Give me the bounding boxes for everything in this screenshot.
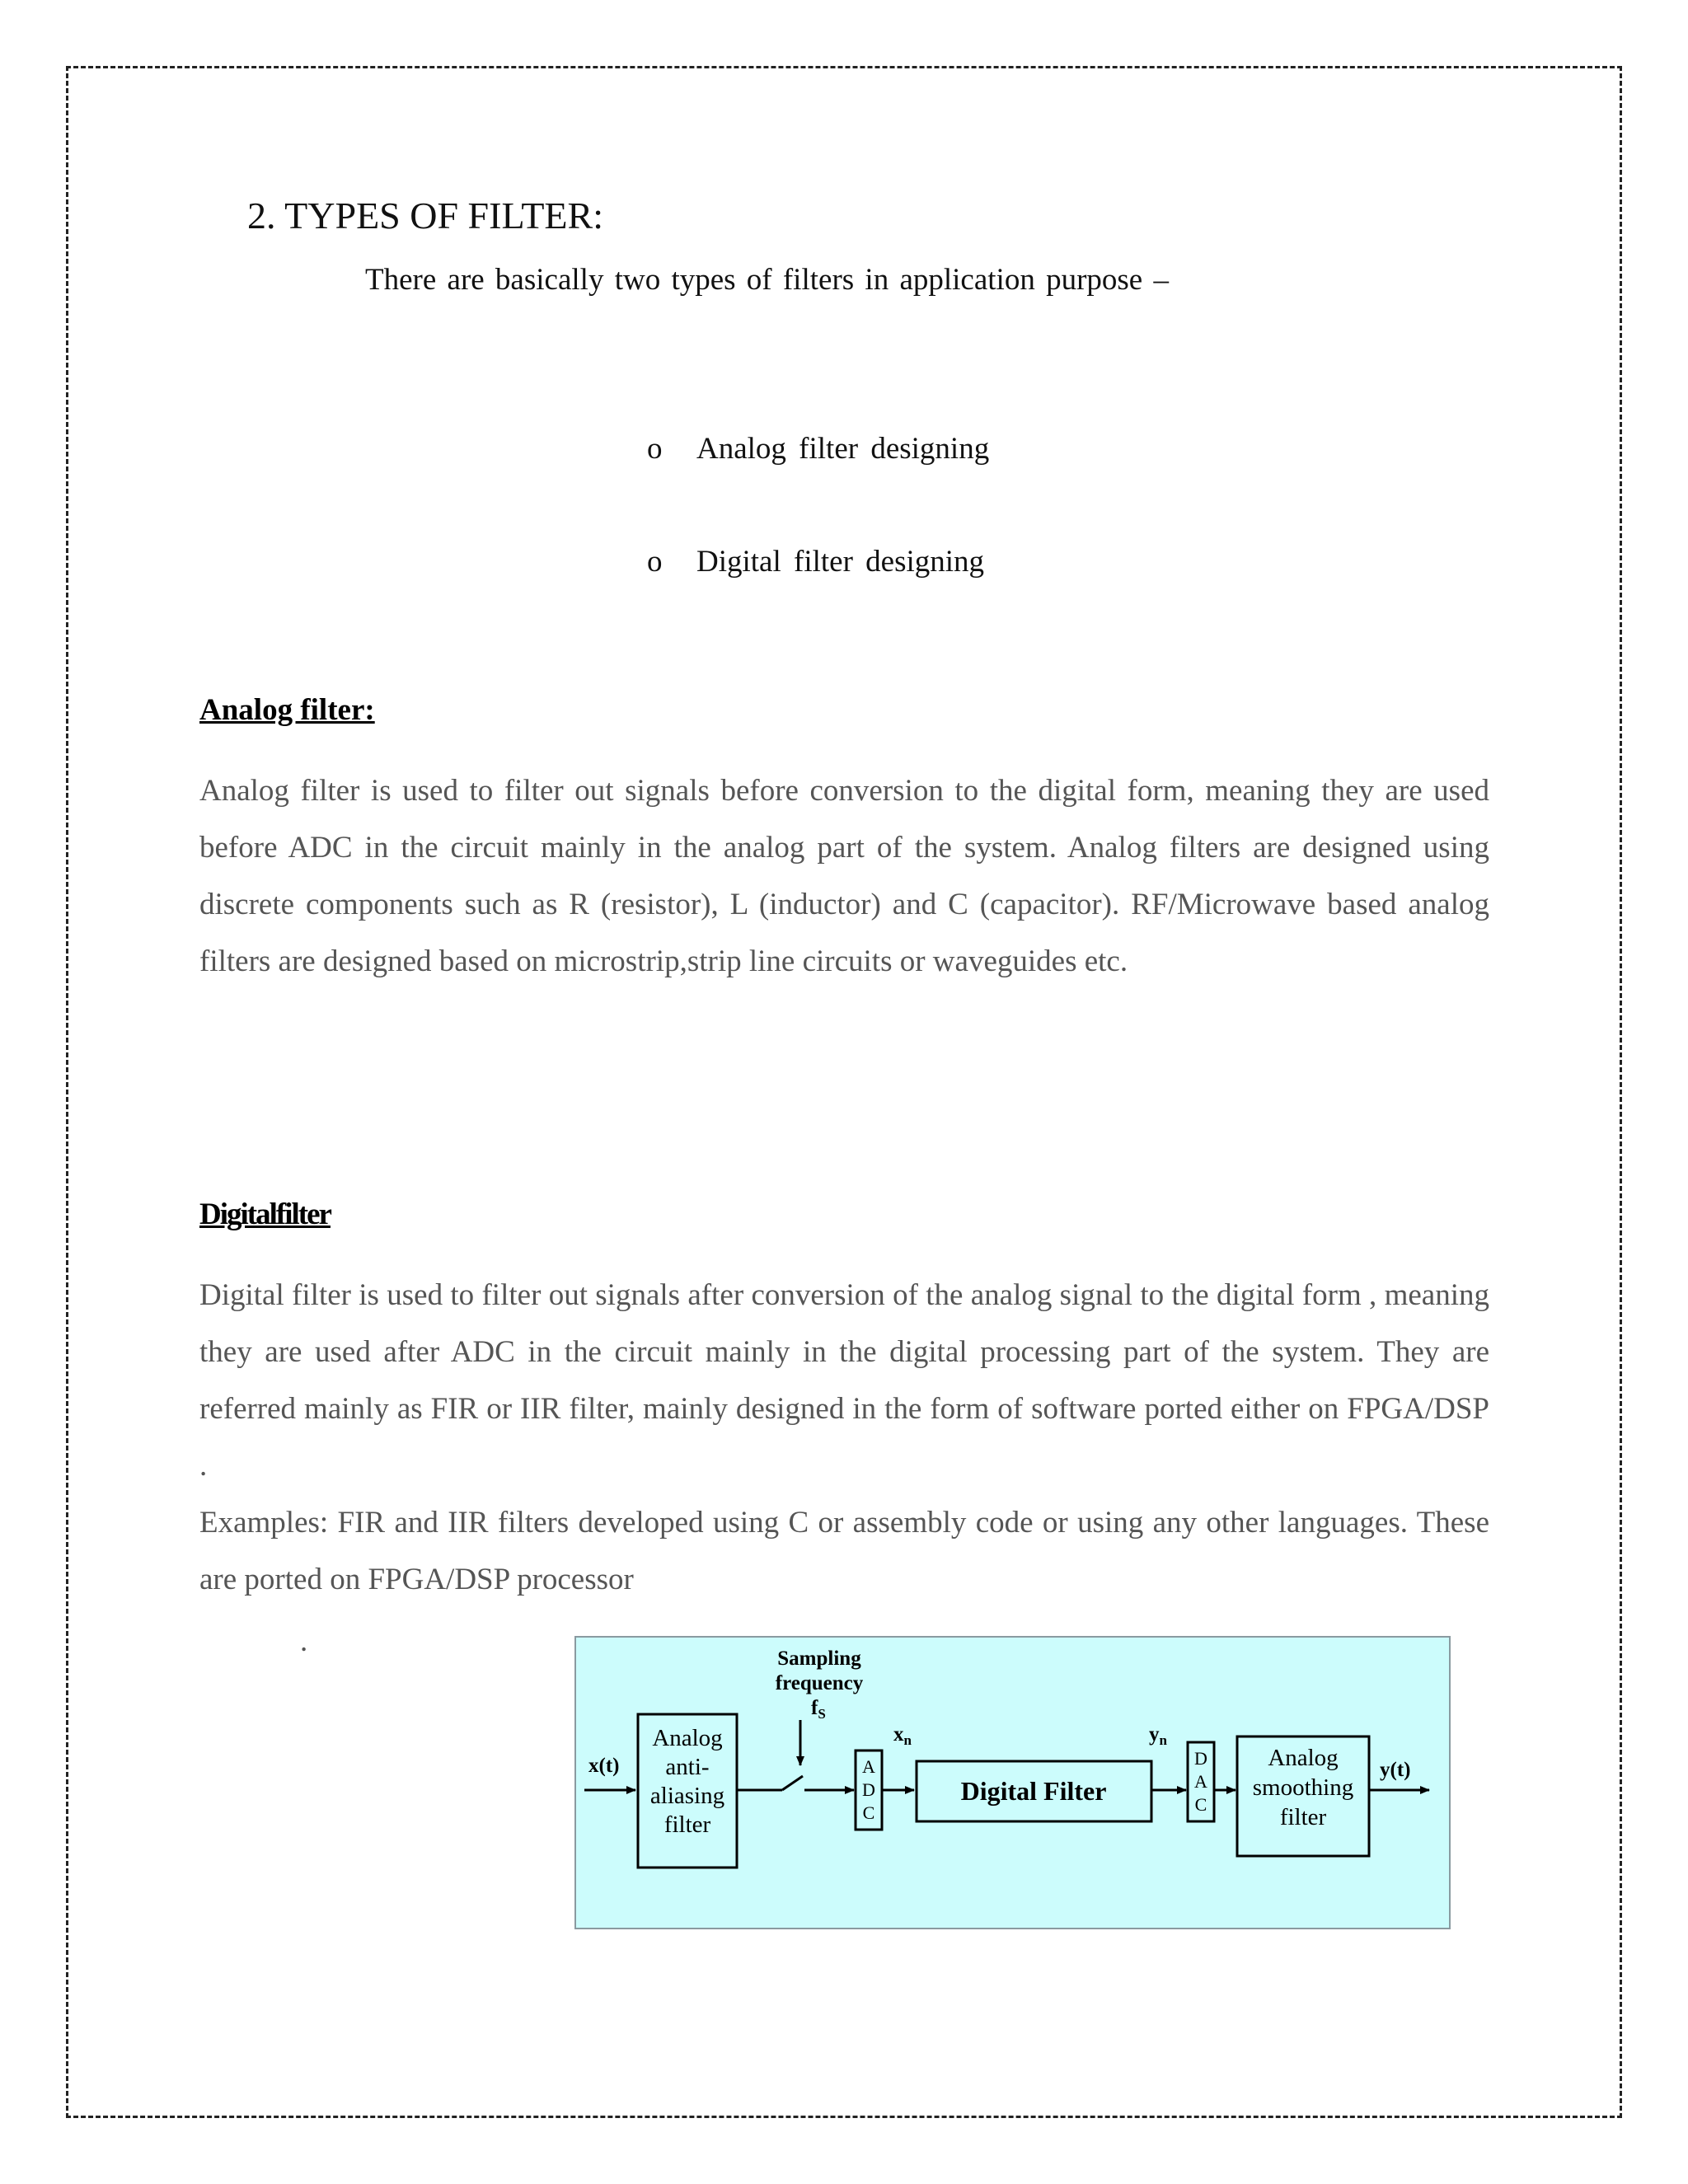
adc-letter-a: A [862,1756,875,1777]
digital-paragraph-text: Digital filter is used to filter out signals after conversion of the analog signal to the digital form , meaning they are used after ADC in the circuit mainly in the digital processing part of the system. They are referred mainly as FIR or IIR filter, mainly designed in the form of software ported either on FPGA/DSP . [199,1278,1489,1483]
section-heading: 2. TYPES OF FILTER: [247,194,603,237]
digital-filter-title: Digitalfilter [199,1197,331,1231]
analog-filter-title: Analog filter: [199,693,375,727]
option-label: Analog filter designing [696,432,990,466]
trailing-dot: . [300,1624,308,1658]
fs-label: $f_S$ [811,1697,826,1722]
diagram-svg [576,1638,1452,1931]
aa-filter-line4: filter [663,1811,711,1838]
dac-letter-d: D [1194,1748,1207,1769]
xn-label: $x_n$ [893,1723,912,1748]
sampling-label-line2: frequency [775,1672,864,1694]
option-digital [647,544,984,579]
digital-filter-label: Digital Filter [960,1776,1107,1806]
sampling-switch [782,1776,803,1790]
yn-label: $y_n$ [1149,1723,1167,1748]
intro-text: There are basically two types of filters in application purpose – [365,263,1169,297]
output-label: y(t) [1380,1759,1411,1781]
option-analog [647,431,989,466]
aa-filter-line1: Analog [652,1725,723,1751]
bullet-icon: o [647,545,663,579]
dac-letter-c: C [1194,1794,1207,1815]
bullet-icon: o [647,432,663,466]
examples-paragraph-text: Examples: FIR and IIR filters developed using C or assembly code or using any other languages. These are ported on FPGA/DSP processor [199,1506,1489,1596]
sampling-label-line1: Sampling [777,1647,861,1670]
smooth-filter-line2: smoothing [1252,1774,1354,1801]
smooth-filter-line3: filter [1279,1804,1327,1830]
option-label: Digital filter designing [696,545,985,579]
adc-letter-c: C [862,1802,875,1823]
analog-paragraph-text: Analog filter is used to filter out signals before conversion to the digital form, meaning they are used before ADC in the circuit mainly in the analog part of the system. Analog filters are designed using discrete components such as R (resistor), L (inductor) and C (capacitor). RF/Microwave based analog filters are designed based on microstrip,strip line circuits or waveguides etc. [199,774,1489,978]
smooth-filter-line1: Analog [1268,1745,1339,1771]
dac-letter-a: A [1194,1771,1207,1792]
digital-filter-paragraph [199,1267,1489,1608]
aa-filter-line3: aliasing [649,1783,725,1809]
adc-letter-d: D [862,1779,875,1800]
aa-filter-line2: anti- [665,1754,710,1780]
signal-chain-diagram [574,1636,1451,1929]
analog-filter-paragraph [199,762,1489,990]
input-label: x(t) [588,1755,620,1777]
